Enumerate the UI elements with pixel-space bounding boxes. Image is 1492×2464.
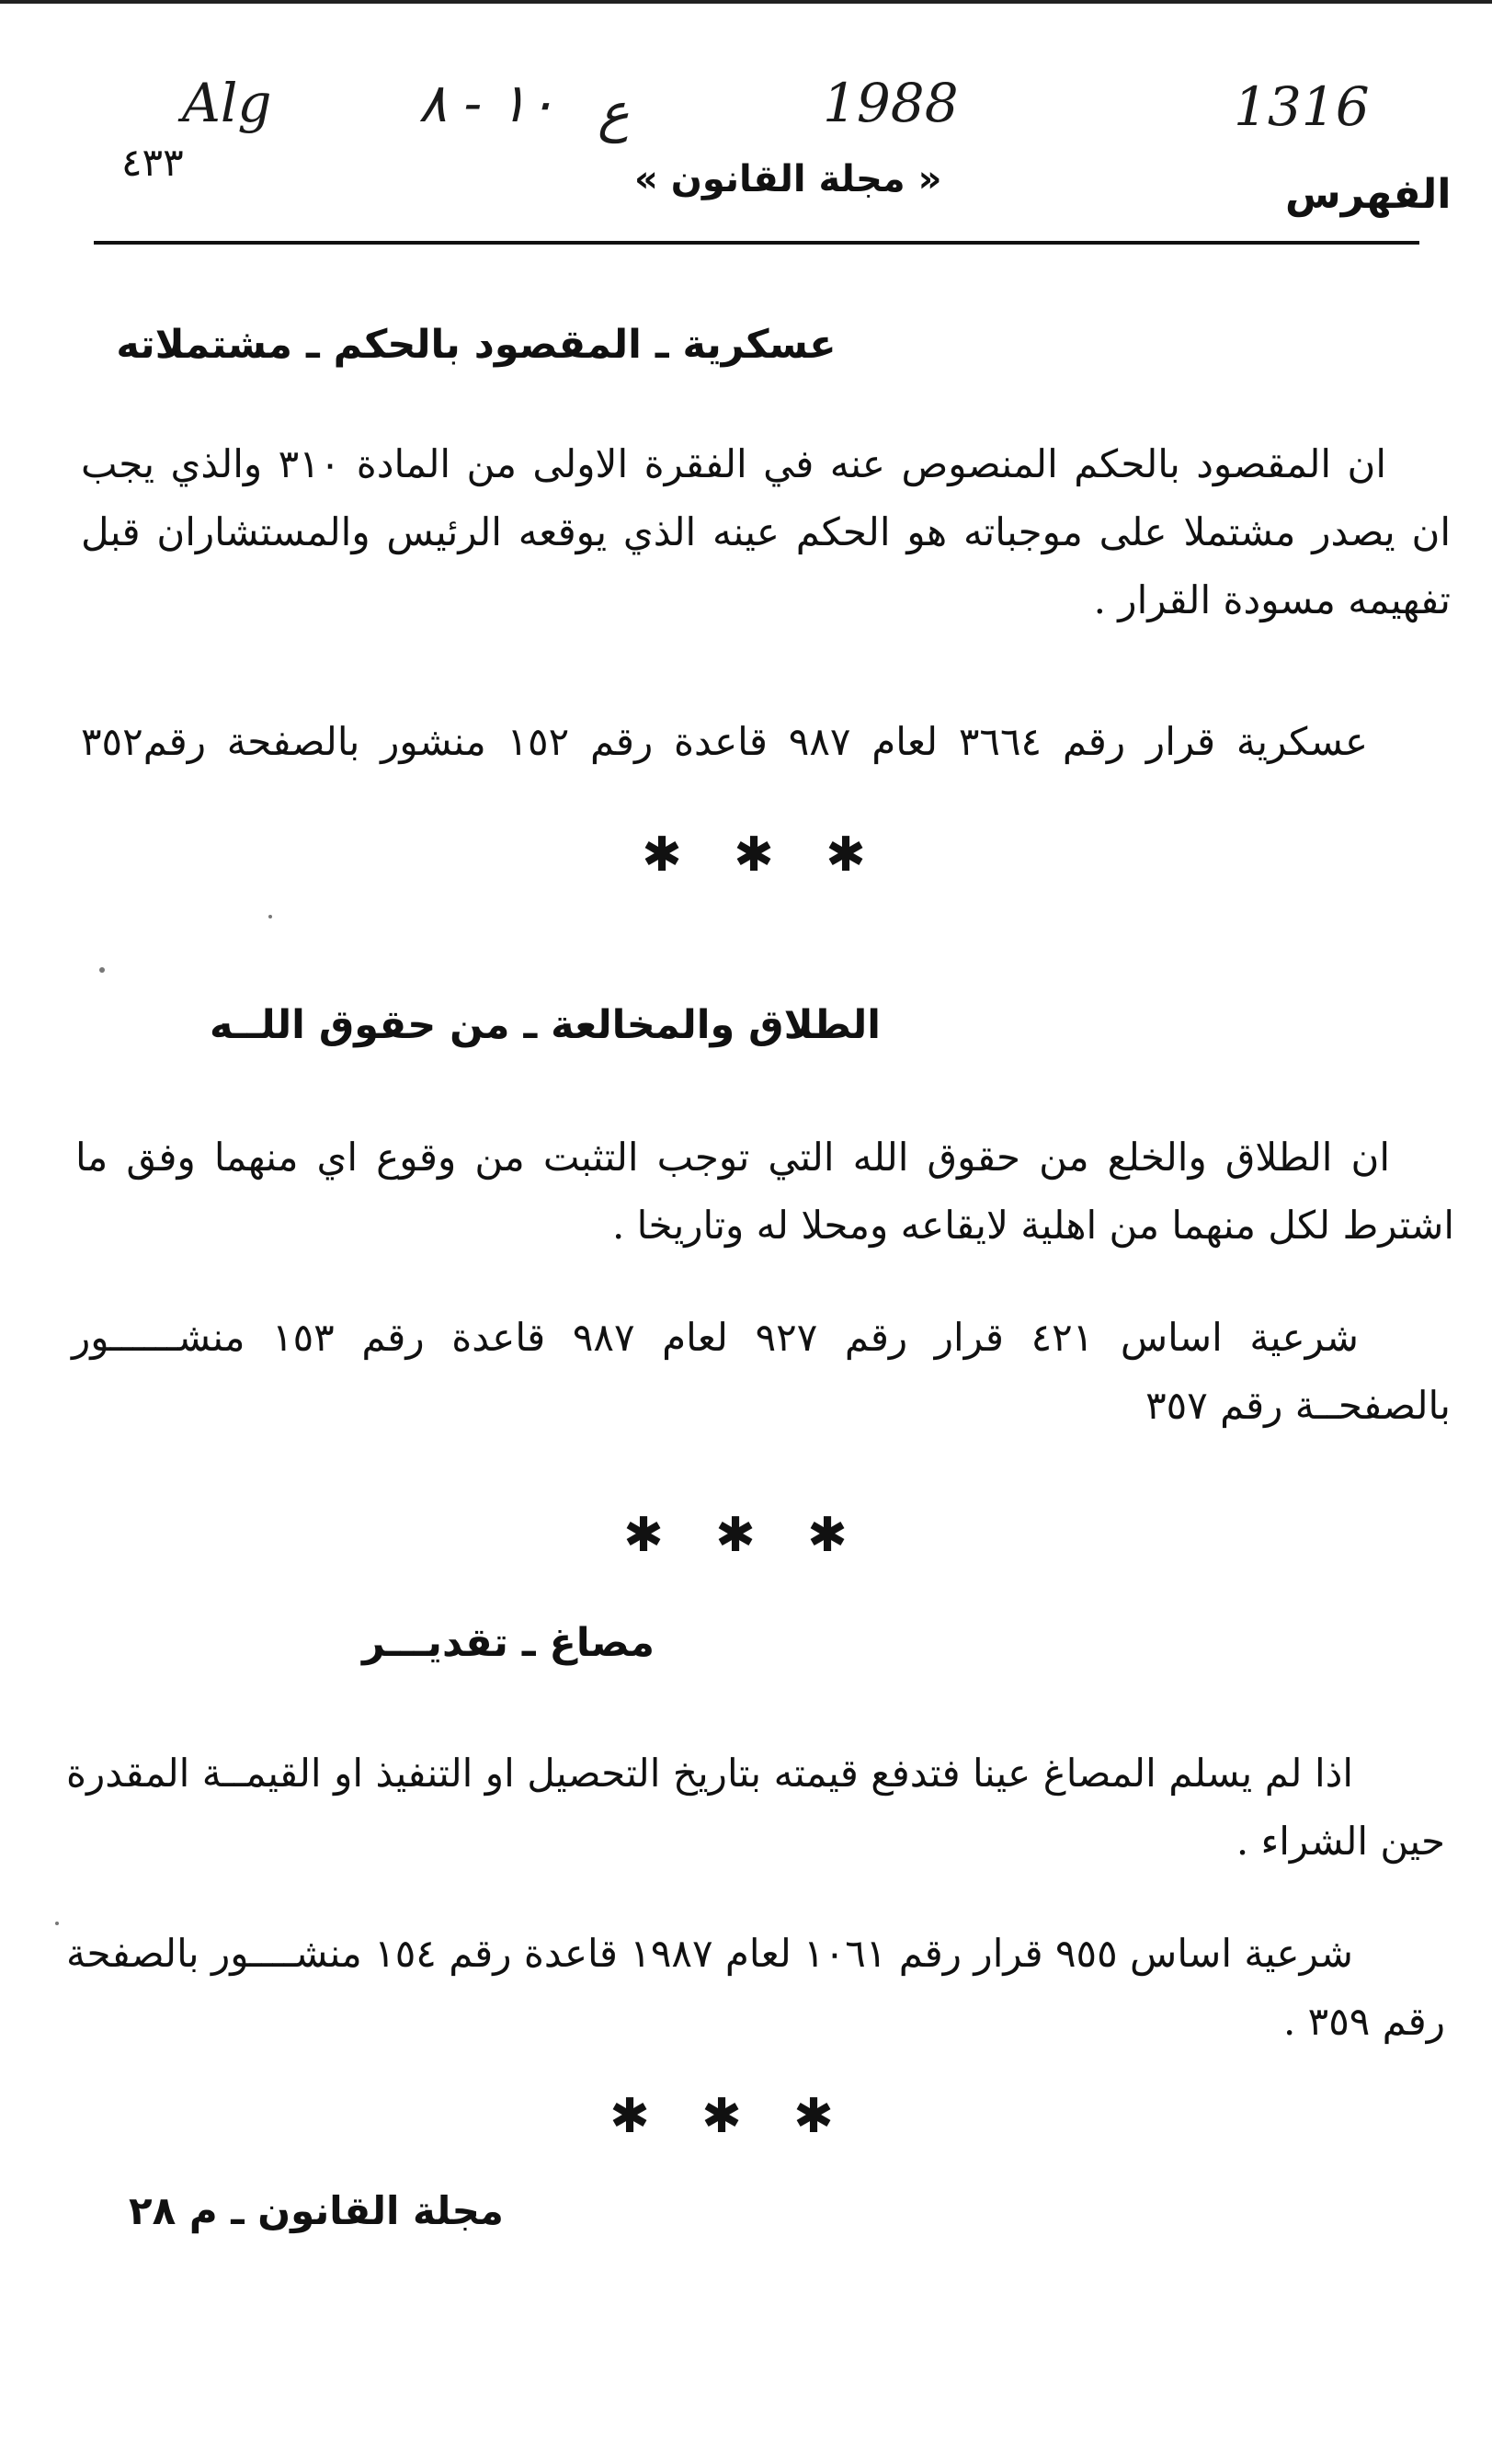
star: ✱: [807, 1508, 848, 1563]
star: ✱: [826, 827, 866, 883]
page-footer: مجلة القانون ـ م ٢٨: [129, 2188, 504, 2233]
entry-2-body: ان الطلاق والخلع من حقوق الله التي توجب التثبت من وقوع اي منهما وفق ما اشترط لكل منهما من اهلية لايقاعه ومحلا له وتاريخا .: [75, 1135, 1454, 1248]
star: ✱: [701, 2089, 742, 2144]
star: ✱: [734, 827, 774, 883]
star: ✱: [793, 2089, 834, 2144]
star: ✱: [609, 2089, 650, 2144]
separator-2: [598, 1508, 873, 1563]
star: ✱: [623, 1508, 664, 1563]
section-title: الفهرس: [1285, 171, 1452, 218]
scan-speck: [99, 967, 105, 973]
top-border: [0, 0, 1492, 4]
handwritten-date: ١٠ - ٨: [418, 72, 556, 134]
entry-3-heading: مصاغ ـ تقديـــر: [361, 1620, 655, 1666]
separator-1: [616, 827, 892, 883]
entry-2-heading: الطلاق والمخالعة ـ من حقوق اللــه: [209, 1002, 882, 1048]
entry-1-body: ان المقصود بالحكم المنصوص عنه في الفقرة الاولى من المادة ٣١٠ والذي يجب ان يصدر مشتملا على موجباته هو الحكم عينه الذي يوقعه الرئيس والمستشاران قبل تفهيمه مسودة القرار .: [81, 441, 1451, 622]
handwritten-mark: ع: [598, 81, 630, 143]
header-rule: [94, 241, 1419, 245]
scan-speck: [55, 1922, 59, 1925]
handwritten-ref: 1316: [1234, 75, 1370, 138]
entry-1-citation: عسكرية قرار رقم ٣٦٦٤ لعام ٩٨٧ قاعدة رقم ١٥٢ منشور بالصفحة رقم٣٥٢: [81, 719, 1369, 764]
star: ✱: [642, 827, 682, 883]
journal-title: « مجلة القانون »: [634, 158, 942, 200]
entry-3-body: اذا لم يسلم المصاغ عينا فتدفع قيمته بتاريخ التحصيل او التنفيذ او القيمــة المقدرة حين الشراء .: [66, 1751, 1445, 1864]
scan-speck: [268, 915, 272, 918]
handwritten-code: Alg: [182, 72, 272, 134]
handwritten-year: 1988: [823, 72, 959, 134]
star: ✱: [715, 1508, 756, 1563]
entry-1-heading: عسكرية ـ المقصود بالحكم ـ مشتملاته: [116, 322, 837, 368]
entry-2-citation: شرعية اساس ٤٢١ قرار رقم ٩٢٧ لعام ٩٨٧ قاعدة رقم ١٥٣ منشــــــور بالصفحــة رقم ٣٥٧: [72, 1315, 1451, 1428]
page-number: ٤٣٣: [121, 140, 184, 185]
entry-3-citation: شرعية اساس ٩٥٥ قرار رقم ١٠٦١ لعام ١٩٨٧ قاعدة رقم ١٥٤ منشــــور بالصفحة رقم ٣٥٩ .: [66, 1931, 1445, 2044]
separator-3: [584, 2089, 860, 2144]
